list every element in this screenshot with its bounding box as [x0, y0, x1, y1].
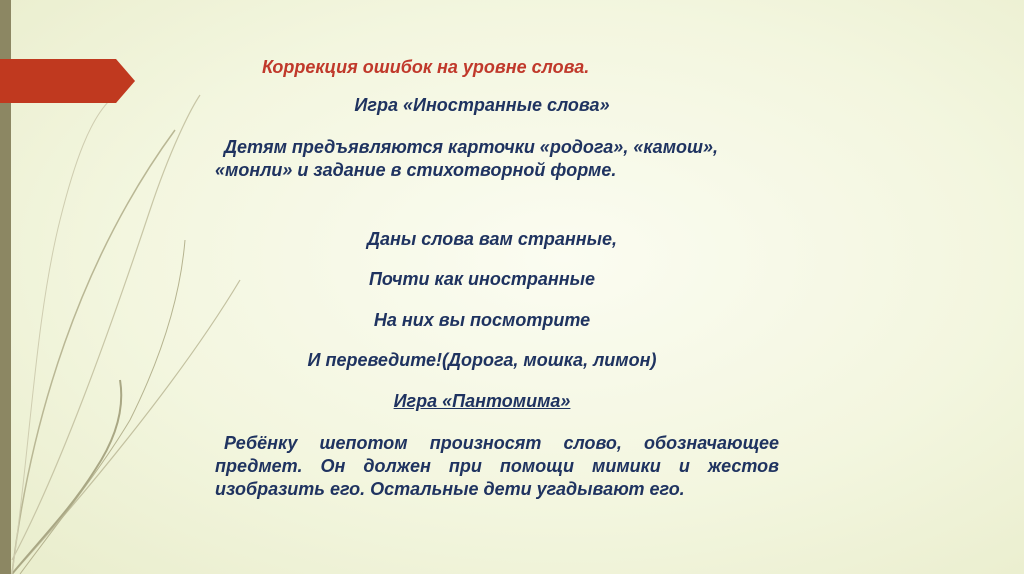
poem-line-4: И переведите!(Дорога, мошка, лимон) [307, 350, 657, 370]
poem-line-3: На них вы посмотрите [373, 310, 591, 330]
paragraph-pantomime: Ребёнку шепотом произносят слово, обозначающее предмет. Он должен при помощи мимики и жестов изобразить его. Остальные дети угадывают его. [215, 433, 779, 499]
paragraph-cards: Детям предъявляются карточки «родога», «камош», «монли» и задание в стихотворной форме. [215, 137, 719, 180]
poem-line-1: Даны слова вам странные, [367, 229, 617, 249]
poem-line-2: Почти как иностранные [368, 269, 596, 289]
game2-title: Игра «Пантомима» [393, 391, 571, 411]
slide-title: Коррекция ошибок на уровне слова. [262, 57, 590, 77]
game1-title: Игра «Иностранные слова» [354, 95, 610, 115]
